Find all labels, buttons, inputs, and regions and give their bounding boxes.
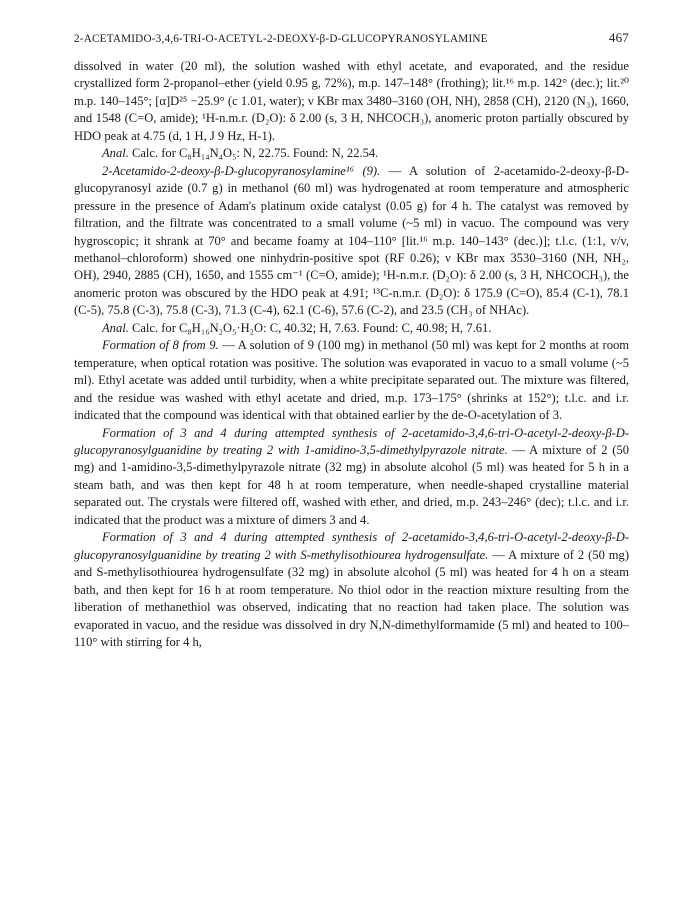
paragraph-text: dissolved in water (20 ml), the solution washed with ethyl acetate, and evaporated, and the residue crystallized form 2-propanol–ether (yield 0.95 g, 72%), m.p. 147–148° (frothing); lit.¹⁶ m.p. 142° (dec.); lit.²⁰ m.p. 140–145°; [α]D²⁵ −25.9° (c 1.01, water); ν KBr max 3480–3160 (OH, NH), 2858 (CH), 2120 (N₃), 1660, and 1548 (C=O, amide); ¹H-n.m.r. (D₂O): δ 2.00 (s, 3 H, NHCOCH₃), anomeric proton partially obscured by HDO peak at 4.75 (d, 1 H, J 9 Hz, H-1). <box>74 59 629 143</box>
paragraph-text: — A mixture of 2 (50 mg) and 1-amidino-3,5-dimethylpyrazole nitrate (32 mg) in absolute alcohol (5 ml) was heated for 5 h in a steam bath, and was then kept for 48 h at room temperature, when needle-shaped crystalline material separated out. The crystals were filtered off, washed with ether, and dried, m.p. 243–246° (dec); t.l.c. and i.r. indicated that the product was a mixture of dimers 3 and 4. <box>74 442 630 527</box>
paragraph-heading: Anal. <box>102 320 129 335</box>
paragraph-formation-isothiourea <box>74 529 629 651</box>
paragraph-text: Calc. for C₈H₁₆N₂O₅·H₂O: C, 40.32; H, 7.63. Found: C, 40.98; H, 7.61. <box>131 320 492 335</box>
paragraph-text: — A solution of 9 (100 mg) in methanol (50 ml) was kept for 2 months at room temperature, when optical rotation was positive. The solution was evaporated in vacuo to a small volume (~5 ml). Ethyl acetate was added until turbidity, when a white precipitate separated out. The mixture was filtered, and the residue was washed with ethyl acetate and dried, m.p. 173–175° (shrinks at 152°); t.l.c. and i.r. indicated that the compound was identical with that obtained earlier by the de-O-acetylation of 3. <box>74 338 629 423</box>
paragraph-text: — A solution of 2-acetamido-2-deoxy-β-D-glucopyranosyl azide (0.7 g) in methanol (60 ml) was hydrogenated at room temperature and atmospheric pressure in the presence of Adam's platinum oxide catalyst (0.05 g) for 4 h. The catalyst was removed by filtration, and the filtrate was concentrated to a small volume (~5 ml) in vacuo. The compound was very hygroscopic; it shrank at 70° and became foamy at 104–110° [lit.¹⁶ m.p. 140–143° (dec.)]; t.l.c. (1:1, v/v, methanol–chloroform) showed one ninhydrin-positive spot (RF 0.26); ν KBr max 3530–3160 (NH, NH₂, OH), 2940, 2885 (CH), 1650, and 1555 cm⁻¹ (C=O, amide); ¹H-n.m.r. (D₂O): δ 2.00 (s, 3 H, NHCOCH₃), the anomeric proton was obscured by the HDO peak at 4.91; ¹³C-n.m.r. (D₂O): δ 175.9 (C=O), 85.4 (C-1), 78.1 (C-5), 75.8 (C-3), 75.8 (C-3), 71.3 (C-4), 62.1 (C-6), 57.6 (C-2), and 23.5 (CH₃ of NHAc). <box>74 163 630 318</box>
article-body <box>74 58 629 651</box>
paragraph-heading: Formation of 8 from 9. <box>102 338 219 353</box>
paragraph-heading: Anal. <box>102 146 129 161</box>
paragraph-formation-pyrazole <box>74 425 629 530</box>
paragraph-formation-8 <box>74 337 629 424</box>
paragraph-text: — A mixture of 2 (50 mg) and S-methylisothiourea hydrogensulfate (32 mg) in absolute alcohol (5 ml) was heated for 4 h on a steam bath, and then kept for 16 h at room temperature. No thiol odor in the reaction mixture resulting from the liberation of methanethiol was observed, indicating that no reaction had taken place. The solution was evaporated in vacuo, and the residue was dissolved in dry N,N-dimethylformamide (5 ml) and heated to 100–110° with stirring for 4 h, <box>74 547 630 649</box>
paragraph-heading: 2-Acetamido-2-deoxy-β-D-glucopyranosylamine¹⁶ (9). <box>102 163 381 178</box>
running-header <box>74 30 629 46</box>
paragraph-analysis <box>74 145 629 162</box>
page-number: 467 <box>608 30 629 45</box>
journal-page <box>74 30 629 651</box>
paragraph-characterization <box>74 58 629 145</box>
paragraph-heading: Formation of 3 and 4 during attempted synthesis of 2-acetamido-3,4,6-tri-O-acetyl-2-deoxy-β-D-glucopyranosylguanidine by treating 2 with 1-amidino-3,5-dimethylpyrazole nitrate. <box>74 425 629 457</box>
paragraph-heading: Formation of 3 and 4 during attempted synthesis of 2-acetamido-3,4,6-tri-O-acetyl-2-deoxy-β-D-glucopyranosylguanidine by treating 2 with S-methylisothiourea hydrogensulfate. <box>74 530 629 562</box>
paragraph-text: Calc. for C₈H₁₄N₄O₅: N, 22.75. Found: N, 22.54. <box>131 146 379 161</box>
running-title: 2-ACETAMIDO-3,4,6-TRI-O-ACETYL-2-DEOXY-β-D-GLUCOPYRANOSYLAMINE <box>74 33 488 45</box>
paragraph-compound-9 <box>74 163 629 320</box>
paragraph-analysis <box>74 320 629 337</box>
